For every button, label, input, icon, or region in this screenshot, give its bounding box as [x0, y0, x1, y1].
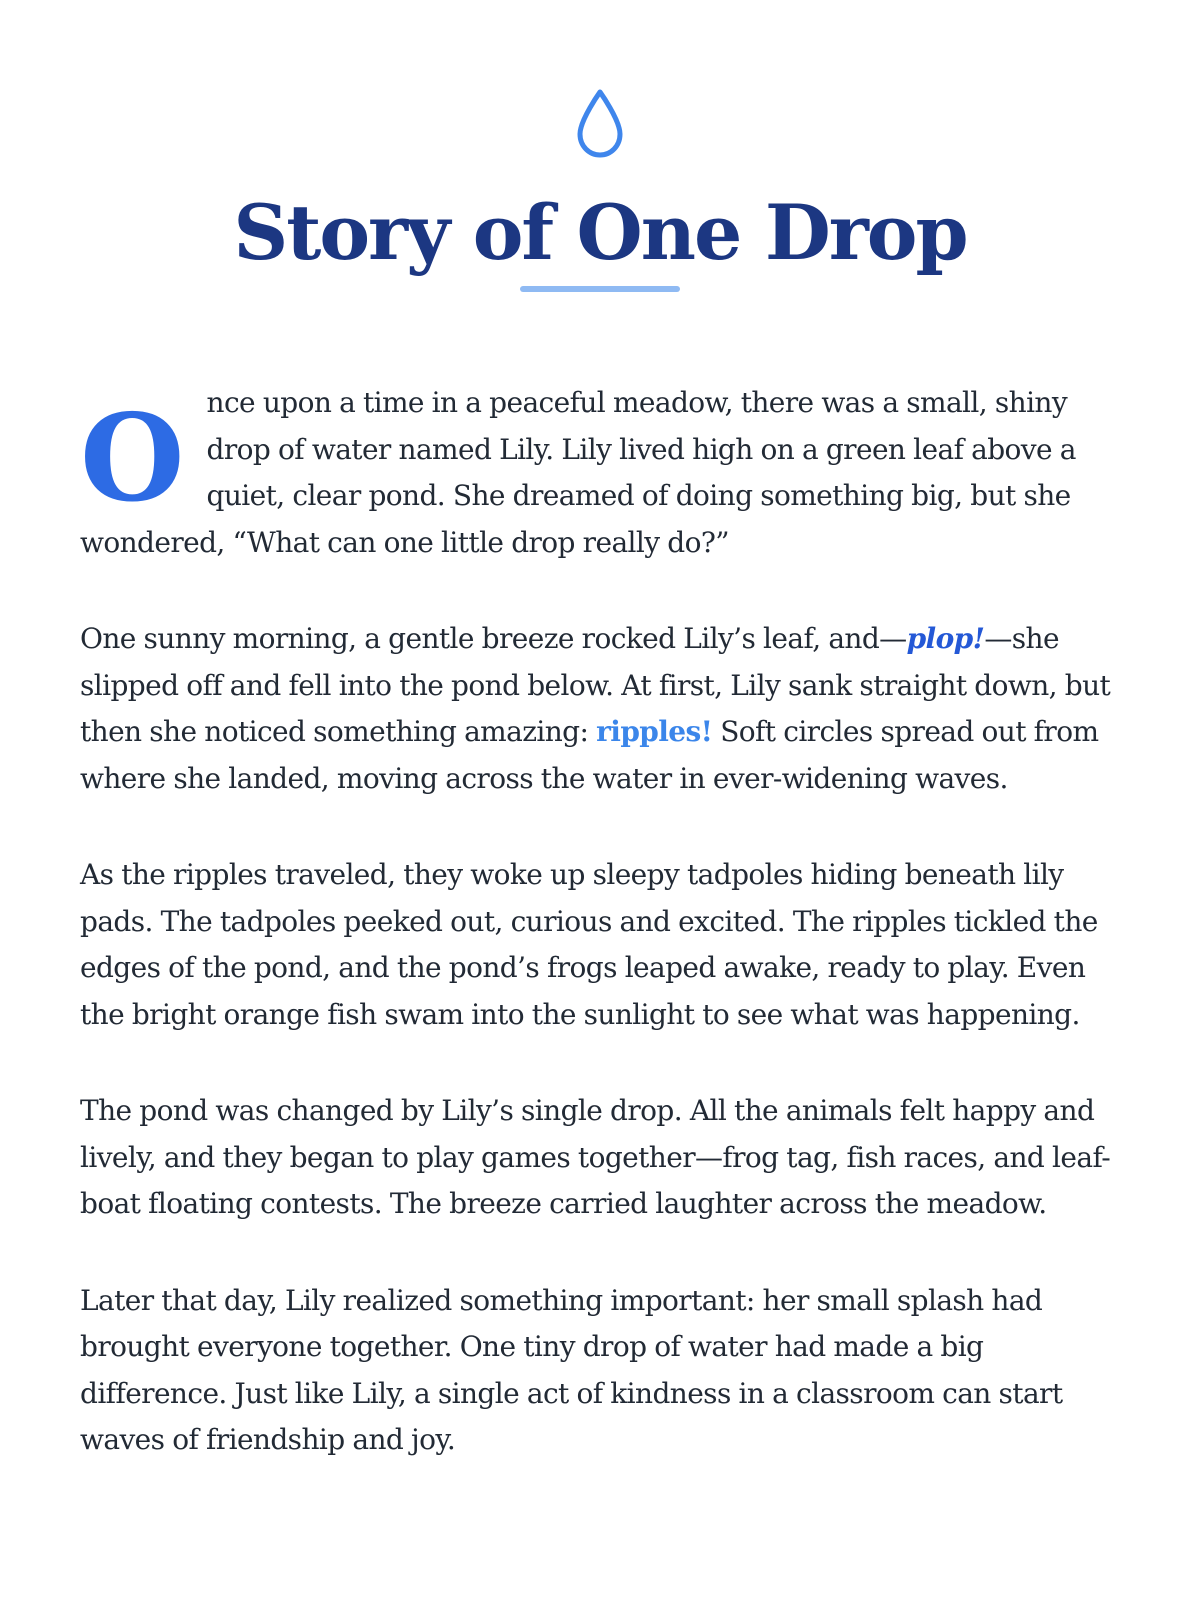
paragraph-2-before: One sunny morning, a gentle breeze rocked Lily’s leaf, and—	[80, 622, 907, 655]
title-underline	[520, 286, 680, 292]
page-title: Story of One Drop	[233, 188, 967, 277]
plop-emphasis: plop!	[906, 622, 985, 655]
water-drop-icon	[572, 86, 628, 160]
paragraph-2	[80, 616, 1120, 802]
ripples-emphasis: ripples!	[596, 715, 713, 748]
paragraph-1-text: nce upon a time in a peaceful meadow, there was a small, shiny drop of water named Lily. Lily lived high on a green leaf above a quiet, clear pond. She dreamed of doing something big, but she wondered, “What can one little drop really do?”	[80, 386, 1076, 559]
paragraph-4: The pond was changed by Lily’s single drop. All the animals felt happy and lively, and they began to play games together—frog tag, fish races, and leaf-boat floating contests. The breeze carried laughter across the meadow.	[80, 1094, 1111, 1220]
paragraph-1	[80, 380, 1120, 566]
paragraph-2-middle: —she slipped off and fell into the pond below. At first, Lily sank straight down, but then she noticed something amazing:	[80, 622, 1111, 748]
story-header	[80, 0, 1120, 292]
story-body	[80, 380, 1120, 1464]
paragraph-3: As the ripples traveled, they woke up sleepy tadpoles hiding beneath lily pads. The tadpoles peeked out, curious and excited. The ripples tickled the edges of the pond, and the pond’s frogs leaped awake, ready to play. Even the bright orange fish swam into the sunlight to see what was happening.	[80, 858, 1098, 1031]
drop-cap: O	[80, 388, 185, 529]
paragraph-5: Later that day, Lily realized something important: her small splash had brought everyone together. One tiny drop of water had made a big difference. Just like Lily, a single act of kindness in a classroom can start waves of friendship and joy.	[80, 1283, 1063, 1456]
paragraph-2-after: Soft circles spread out from where she landed, moving across the water in ever-widening waves.	[80, 715, 1099, 795]
